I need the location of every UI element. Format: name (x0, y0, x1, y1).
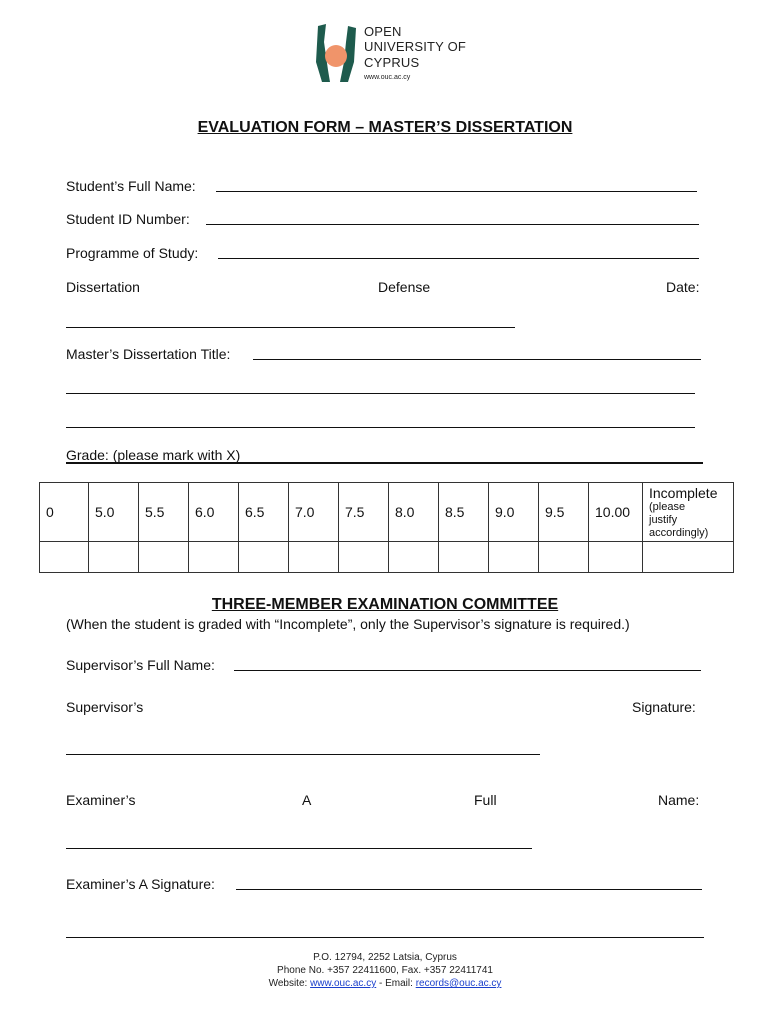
grade-cell: 9.0 (489, 483, 539, 542)
grade-mark-box-6-0[interactable] (189, 542, 239, 573)
defense-label: Defense (378, 279, 431, 295)
grade-mark-box-9-5[interactable] (539, 542, 589, 573)
student-name-field[interactable] (216, 191, 697, 192)
defense-date-field[interactable] (66, 327, 515, 328)
grade-mark-box-5-0[interactable] (89, 542, 139, 573)
committee-note: (When the student is graded with “Incomplete”, only the Supervisor’s signature is required.) (66, 616, 630, 632)
footer-email-link[interactable]: records@ouc.ac.cy (415, 978, 502, 989)
footer-phone: Phone No. +357 22411600, Fax. +357 22411741 (277, 965, 493, 976)
university-logo (312, 22, 472, 86)
footer-website-label: Website: (268, 978, 308, 989)
grade-mark-box-0[interactable] (40, 542, 89, 573)
supervisor-signature-field[interactable] (66, 754, 540, 755)
dissertation-title-label: Master’s Dissertation Title: (66, 346, 231, 362)
grade-mark-box-8-0[interactable] (389, 542, 439, 573)
grade-cell: 7.0 (289, 483, 339, 542)
grade-cell: 5.0 (89, 483, 139, 542)
grade-cell: 7.5 (339, 483, 389, 542)
grade-label: Grade: (please mark with X) (66, 447, 241, 463)
logo-website: www.ouc.ac.cy (364, 74, 411, 81)
grade-cell: 0 (40, 483, 89, 542)
dissertation-label: Dissertation (66, 279, 140, 295)
grade-mark-box-7-5[interactable] (339, 542, 389, 573)
examiner-signature-label: Examiner’s A Signature: (66, 876, 215, 892)
examiner-a-label: A (302, 792, 312, 808)
grade-mark-row (40, 542, 734, 573)
dissertation-title-field-line-3[interactable] (66, 427, 695, 428)
full-label: Full (474, 792, 497, 808)
examiner-label: Examiner’s (66, 792, 136, 808)
signature-label: Signature: (632, 699, 696, 715)
logo-line-open: OPEN (364, 24, 402, 39)
dissertation-title-field-line-2[interactable] (66, 393, 695, 394)
footer-contact (0, 977, 770, 990)
footer-divider (66, 937, 704, 938)
incomplete-note-3: accordingly) (649, 526, 709, 539)
supervisor-name-label: Supervisor’s Full Name: (66, 657, 215, 673)
grade-divider (66, 462, 703, 464)
programme-label: Programme of Study: (66, 245, 199, 261)
supervisor-label: Supervisor’s (66, 699, 144, 715)
grade-cell: 10.00 (589, 483, 643, 542)
logo-line-cyprus: CYPRUS (364, 55, 420, 70)
grade-mark-box-6-5[interactable] (239, 542, 289, 573)
footer-address: P.O. 12794, 2252 Latsia, Cyprus (313, 952, 457, 963)
dissertation-title-field[interactable] (253, 359, 701, 360)
form-title: EVALUATION FORM – MASTER’S DISSERTATION (197, 119, 573, 136)
programme-field[interactable] (218, 258, 699, 259)
grade-cell: 5.5 (139, 483, 189, 542)
grade-cell: 6.0 (189, 483, 239, 542)
footer-website-link[interactable]: www.ouc.ac.cy (310, 978, 377, 989)
grade-mark-box-10-00[interactable] (589, 542, 643, 573)
grade-cell: 6.5 (239, 483, 289, 542)
grade-cell: 8.0 (389, 483, 439, 542)
supervisor-name-field[interactable] (234, 670, 701, 671)
grade-header-row (40, 483, 734, 542)
logo-line-university: UNIVERSITY OF (364, 39, 467, 54)
incomplete-label: Incomplete (649, 484, 718, 501)
student-id-label: Student ID Number: (66, 211, 190, 227)
incomplete-cell (643, 483, 734, 542)
committee-title: THREE-MEMBER EXAMINATION COMMITTEE (211, 596, 559, 613)
grade-mark-box-incomplete[interactable] (643, 542, 734, 573)
incomplete-note-1: (please (649, 500, 686, 513)
grade-cell: 9.5 (539, 483, 589, 542)
footer-separator: - Email: (379, 978, 413, 989)
grade-mark-box-8-5[interactable] (439, 542, 489, 573)
student-name-label: Student’s Full Name: (66, 178, 196, 194)
examiner-signature-field[interactable] (236, 889, 702, 890)
grade-cell: 8.5 (439, 483, 489, 542)
grade-table (39, 482, 734, 573)
grade-mark-box-9-0[interactable] (489, 542, 539, 573)
date-label: Date: (666, 279, 700, 295)
grade-mark-box-5-5[interactable] (139, 542, 189, 573)
footer (0, 951, 770, 990)
student-id-field[interactable] (206, 224, 699, 225)
name-label: Name: (658, 792, 700, 808)
examiner-name-field[interactable] (66, 848, 532, 849)
grade-mark-box-7-0[interactable] (289, 542, 339, 573)
logo-emblem-icon (312, 22, 360, 86)
incomplete-note-2: justify (649, 513, 678, 526)
